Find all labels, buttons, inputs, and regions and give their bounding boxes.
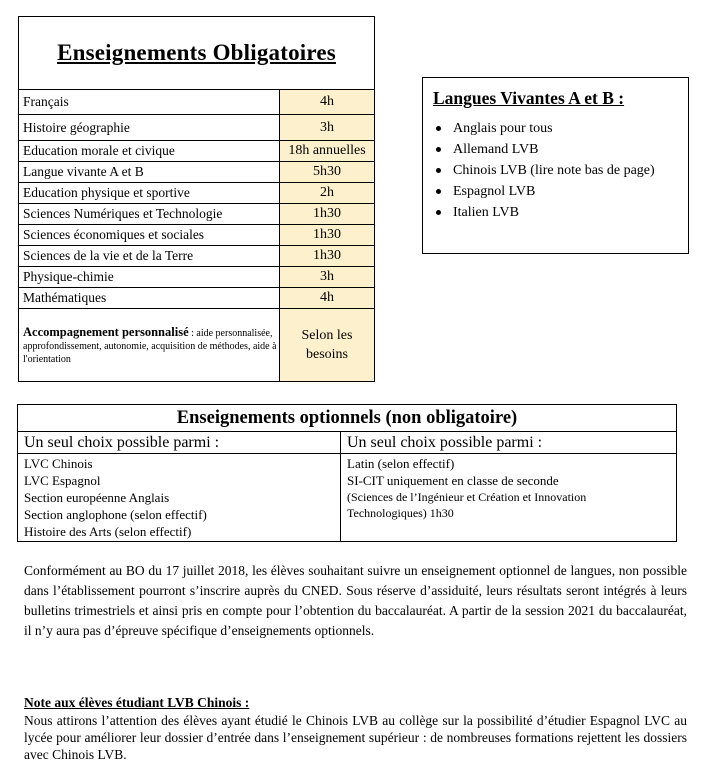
subject-cell: Langue vivante A et B [19,162,280,182]
subject-cell: Education morale et civique [19,141,280,161]
optionnels-body-row [18,454,676,541]
langues-box [422,77,689,254]
right-column-header: Un seul choix possible parmi : [347,434,543,451]
subject-cell: Sciences économiques et sociales [19,225,280,245]
table-row [19,288,374,309]
hours-cell: 1h30 [280,204,374,224]
obligatoires-table [18,16,375,382]
hours-cell: 1h30 [280,246,374,266]
list-item: Section européenne Anglais [24,490,170,505]
subject-cell: Histoire géographie [19,115,280,140]
list-item: Histoire des Arts (selon effectif) [24,524,192,539]
table-row-accompagnement [19,309,374,381]
table-row [19,267,374,288]
note-text: Nous attirons l’attention des élèves ayant étudié le Chinois LVB au collège sur la possibilité d’étudier Espagnol LVC au lycée pour améliorer leur dossier d’entrée dans l’enseignement supérieur : de nombreuses formations rejettent les dossiers avec Chinois LVB. [24,713,687,762]
subject-cell: Français [19,90,280,114]
accompagnement-hours-line1: Selon les [301,328,353,343]
langues-title: Langues Vivantes A et B : [433,88,625,108]
list-item: Allemand LVB [453,139,655,160]
list-item: Anglais pour tous [453,118,655,139]
list-item: Espagnol LVB [453,181,655,202]
list-item: Italien LVB [453,202,655,223]
right-column [341,454,676,541]
hours-cell: 1h30 [280,225,374,245]
hours-cell: 5h30 [280,162,374,182]
note-title: Note aux élèves étudiant LVB Chinois : [24,695,250,710]
table-row [19,90,374,115]
subject-cell: Sciences Numériques et Technologie [19,204,280,224]
optionnels-table [17,404,677,542]
hours-cell: 3h [280,115,374,140]
accompagnement-hours-line2: besoins [305,347,348,362]
subject-cell: Sciences de la vie et de la Terre [19,246,280,266]
list-item: LVC Espagnol [24,473,101,488]
table-row [19,115,374,141]
accompagnement-detail: : aide personnalisée, approfondissement, autonomie, acquisition de méthodes, aide à l'orientation [23,328,277,365]
table-row [19,141,374,162]
table-row [19,204,374,225]
list-item: LVC Chinois [24,456,93,471]
list-item: Latin (selon effectif) [347,456,455,471]
langues-list [423,118,655,223]
subject-cell: Physique-chimie [19,267,280,287]
hours-cell: 18h annuelles [280,141,374,161]
table-row [19,183,374,204]
cned-paragraph: Conformément au BO du 17 juillet 2018, les élèves souhaitant suivre un enseignement optionnel de langues, non possible dans l’établissement pourront s’inscrire auprès du CNED. Sous réserve d’assiduité, leurs résultats seront intégrés à leurs bulletins trimestriels et ainsi pris en compte pour l’obtention du baccalauréat. A partir de la session 2021 du baccalauréat, il n’y aura pas d’épreuve spécifique d’enseignements optionnels. [24,563,687,638]
left-column-header: Un seul choix possible parmi : [18,432,341,453]
hours-cell: 4h [280,288,374,308]
accompagnement-hours-cell [280,309,374,381]
list-item: SI-CIT uniquement en classe de seconde [347,473,559,488]
list-item: Technologiques) 1h30 [347,506,454,520]
optionnels-header-row [18,432,676,454]
subject-cell: Education physique et sportive [19,183,280,203]
list-item: (Sciences de l’Ingénieur et Création et Innovation [347,490,587,504]
table-row [19,162,374,183]
obligatoires-title: Enseignements Obligatoires [57,40,336,65]
accompagnement-label: Accompagnement personnalisé [23,325,189,339]
accompagnement-cell [19,309,280,381]
table-row [19,225,374,246]
optionnels-title: Enseignements optionnels (non obligatoire) [18,405,676,432]
obligatoires-title-cell [19,17,374,90]
left-column [18,454,341,541]
subject-cell: Mathématiques [19,288,280,308]
hours-cell: 2h [280,183,374,203]
list-item: Chinois LVB (lire note bas de page) [453,160,655,181]
list-item: Section anglophone (selon effectif) [24,507,207,522]
hours-cell: 3h [280,267,374,287]
table-row [19,246,374,267]
hours-cell: 4h [280,90,374,114]
